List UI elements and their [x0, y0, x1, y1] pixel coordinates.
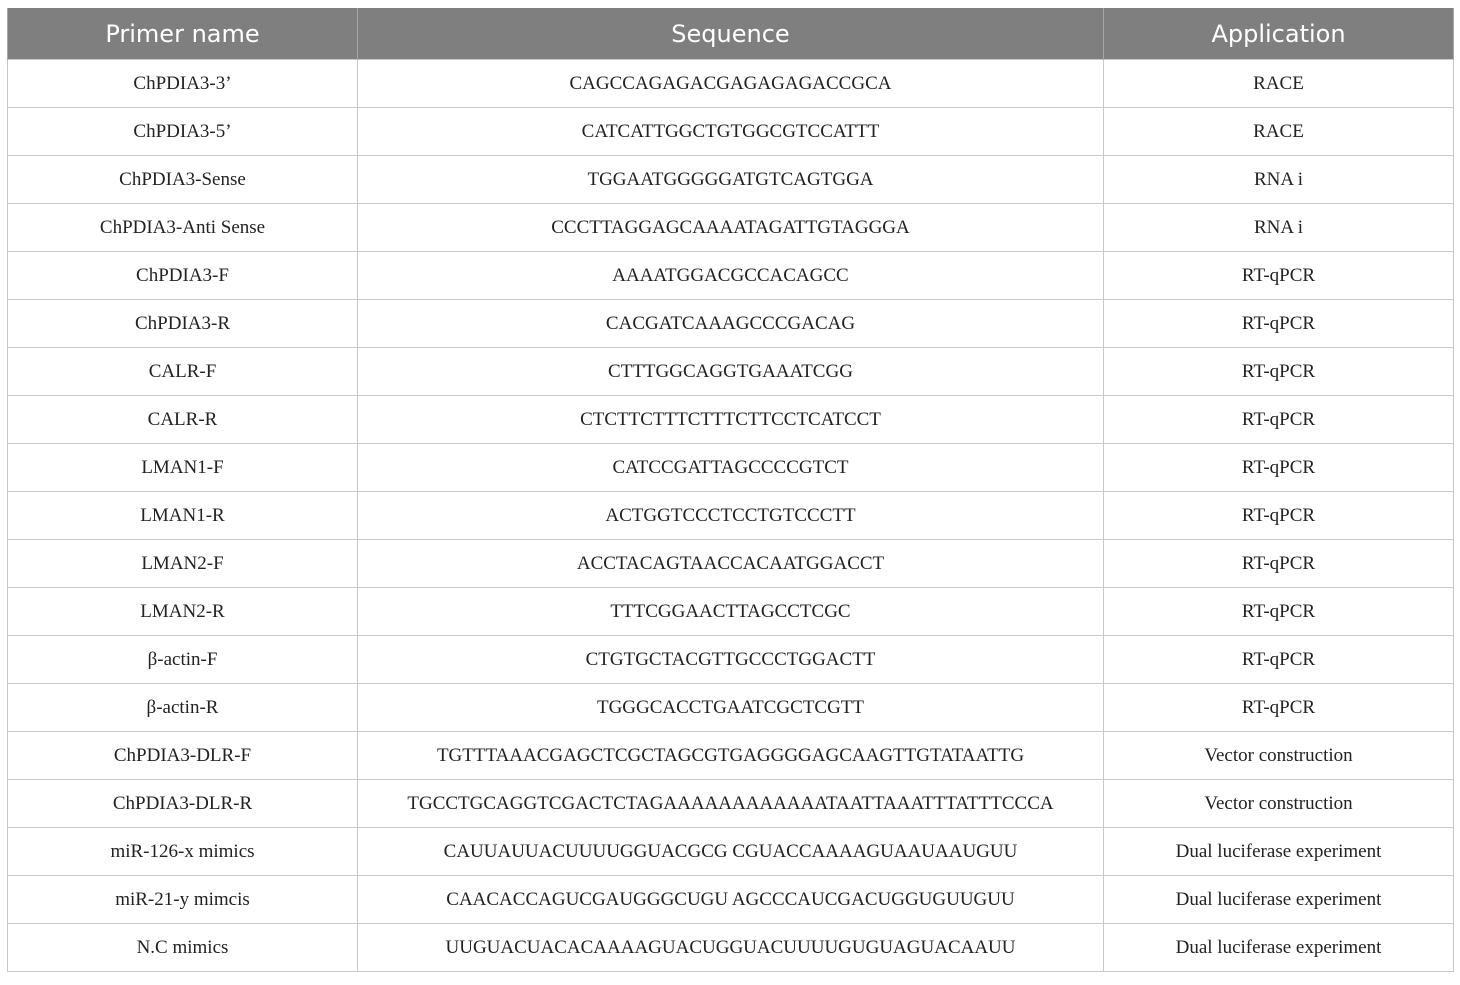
cell-application: Vector construction: [1104, 780, 1454, 828]
cell-primer-name: LMAN1-R: [8, 492, 358, 540]
cell-primer-name: miR-126-x mimics: [8, 828, 358, 876]
table-row: [8, 588, 1454, 636]
table-row: [8, 732, 1454, 780]
header-sequence: Sequence: [358, 8, 1104, 60]
header-application: Application: [1104, 8, 1454, 60]
table-row: [8, 60, 1454, 108]
cell-application: Dual luciferase experiment: [1104, 924, 1454, 972]
cell-application: RT-qPCR: [1104, 252, 1454, 300]
table-row: [8, 156, 1454, 204]
cell-primer-name: ChPDIA3-DLR-R: [8, 780, 358, 828]
table-row: [8, 924, 1454, 972]
primer-table-container: [7, 8, 1453, 972]
cell-sequence: CATCATTGGCTGTGGCGTCCATTT: [358, 108, 1104, 156]
cell-application: Dual luciferase experiment: [1104, 828, 1454, 876]
cell-application: RACE: [1104, 108, 1454, 156]
cell-sequence: ACCTACAGTAACCACAATGGACCT: [358, 540, 1104, 588]
cell-primer-name: CALR-R: [8, 396, 358, 444]
table-row: [8, 636, 1454, 684]
cell-primer-name: β-actin-R: [8, 684, 358, 732]
header-primer-name: Primer name: [8, 8, 358, 60]
cell-sequence: CTCTTCTTTCTTTCTTCCTCATCCT: [358, 396, 1104, 444]
cell-primer-name: ChPDIA3-5’: [8, 108, 358, 156]
cell-primer-name: CALR-F: [8, 348, 358, 396]
primer-table: [7, 8, 1454, 972]
cell-application: RNA i: [1104, 156, 1454, 204]
cell-sequence: TGTTTAAACGAGCTCGCTAGCGTGAGGGGAGCAAGTTGTATAATTG: [358, 732, 1104, 780]
cell-sequence: TGGAATGGGGGATGTCAGTGGA: [358, 156, 1104, 204]
cell-sequence: ACTGGTCCCTCCTGTCCCTT: [358, 492, 1104, 540]
table-row: [8, 492, 1454, 540]
cell-sequence: CTGTGCTACGTTGCCCTGGACTT: [358, 636, 1104, 684]
cell-application: RACE: [1104, 60, 1454, 108]
table-row: [8, 300, 1454, 348]
cell-sequence: UUGUACUACACAAAAGUACUGGUACUUUUGUGUAGUACAAUU: [358, 924, 1104, 972]
cell-application: RT-qPCR: [1104, 444, 1454, 492]
cell-sequence: CATCCGATTAGCCCCGTCT: [358, 444, 1104, 492]
cell-primer-name: N.C mimics: [8, 924, 358, 972]
cell-sequence: TGCCTGCAGGTCGACTCTAGAAAAAAAAAAAATAATTAAATTTATTTCCCA: [358, 780, 1104, 828]
table-header: [8, 8, 1454, 60]
table-row: [8, 780, 1454, 828]
cell-primer-name: LMAN2-R: [8, 588, 358, 636]
cell-application: Vector construction: [1104, 732, 1454, 780]
cell-primer-name: miR-21-y mimcis: [8, 876, 358, 924]
table-row: [8, 540, 1454, 588]
cell-application: RT-qPCR: [1104, 492, 1454, 540]
cell-primer-name: ChPDIA3-3’: [8, 60, 358, 108]
cell-sequence: AAAATGGACGCCACAGCC: [358, 252, 1104, 300]
table-body: [8, 60, 1454, 972]
cell-application: RT-qPCR: [1104, 396, 1454, 444]
cell-primer-name: ChPDIA3-F: [8, 252, 358, 300]
cell-sequence: CAACACCAGUCGAUGGGCUGU AGCCCAUCGACUGGUGUUGUU: [358, 876, 1104, 924]
cell-application: RT-qPCR: [1104, 300, 1454, 348]
table-row: [8, 252, 1454, 300]
cell-application: RT-qPCR: [1104, 540, 1454, 588]
cell-sequence: CTTTGGCAGGTGAAATCGG: [358, 348, 1104, 396]
table-row: [8, 444, 1454, 492]
cell-sequence: TGGGCACCTGAATCGCTCGTT: [358, 684, 1104, 732]
table-row: [8, 108, 1454, 156]
cell-application: RNA i: [1104, 204, 1454, 252]
table-row: [8, 828, 1454, 876]
cell-primer-name: ChPDIA3-Anti Sense: [8, 204, 358, 252]
table-row: [8, 348, 1454, 396]
cell-application: RT-qPCR: [1104, 588, 1454, 636]
cell-sequence: CACGATCAAAGCCCGACAG: [358, 300, 1104, 348]
cell-primer-name: ChPDIA3-Sense: [8, 156, 358, 204]
cell-primer-name: LMAN2-F: [8, 540, 358, 588]
cell-primer-name: ChPDIA3-R: [8, 300, 358, 348]
table-row: [8, 204, 1454, 252]
table-row: [8, 396, 1454, 444]
table-row: [8, 876, 1454, 924]
cell-sequence: CAGCCAGAGACGAGAGAGACCGCA: [358, 60, 1104, 108]
cell-primer-name: LMAN1-F: [8, 444, 358, 492]
header-row: [8, 8, 1454, 60]
cell-sequence: TTTCGGAACTTAGCCTCGC: [358, 588, 1104, 636]
cell-application: Dual luciferase experiment: [1104, 876, 1454, 924]
cell-primer-name: β-actin-F: [8, 636, 358, 684]
cell-sequence: CAUUAUUACUUUUGGUACGCG CGUACCAAAAGUAAUAAUGUU: [358, 828, 1104, 876]
cell-primer-name: ChPDIA3-DLR-F: [8, 732, 358, 780]
cell-sequence: CCCTTAGGAGCAAAATAGATTGTAGGGA: [358, 204, 1104, 252]
cell-application: RT-qPCR: [1104, 636, 1454, 684]
table-row: [8, 684, 1454, 732]
cell-application: RT-qPCR: [1104, 348, 1454, 396]
cell-application: RT-qPCR: [1104, 684, 1454, 732]
